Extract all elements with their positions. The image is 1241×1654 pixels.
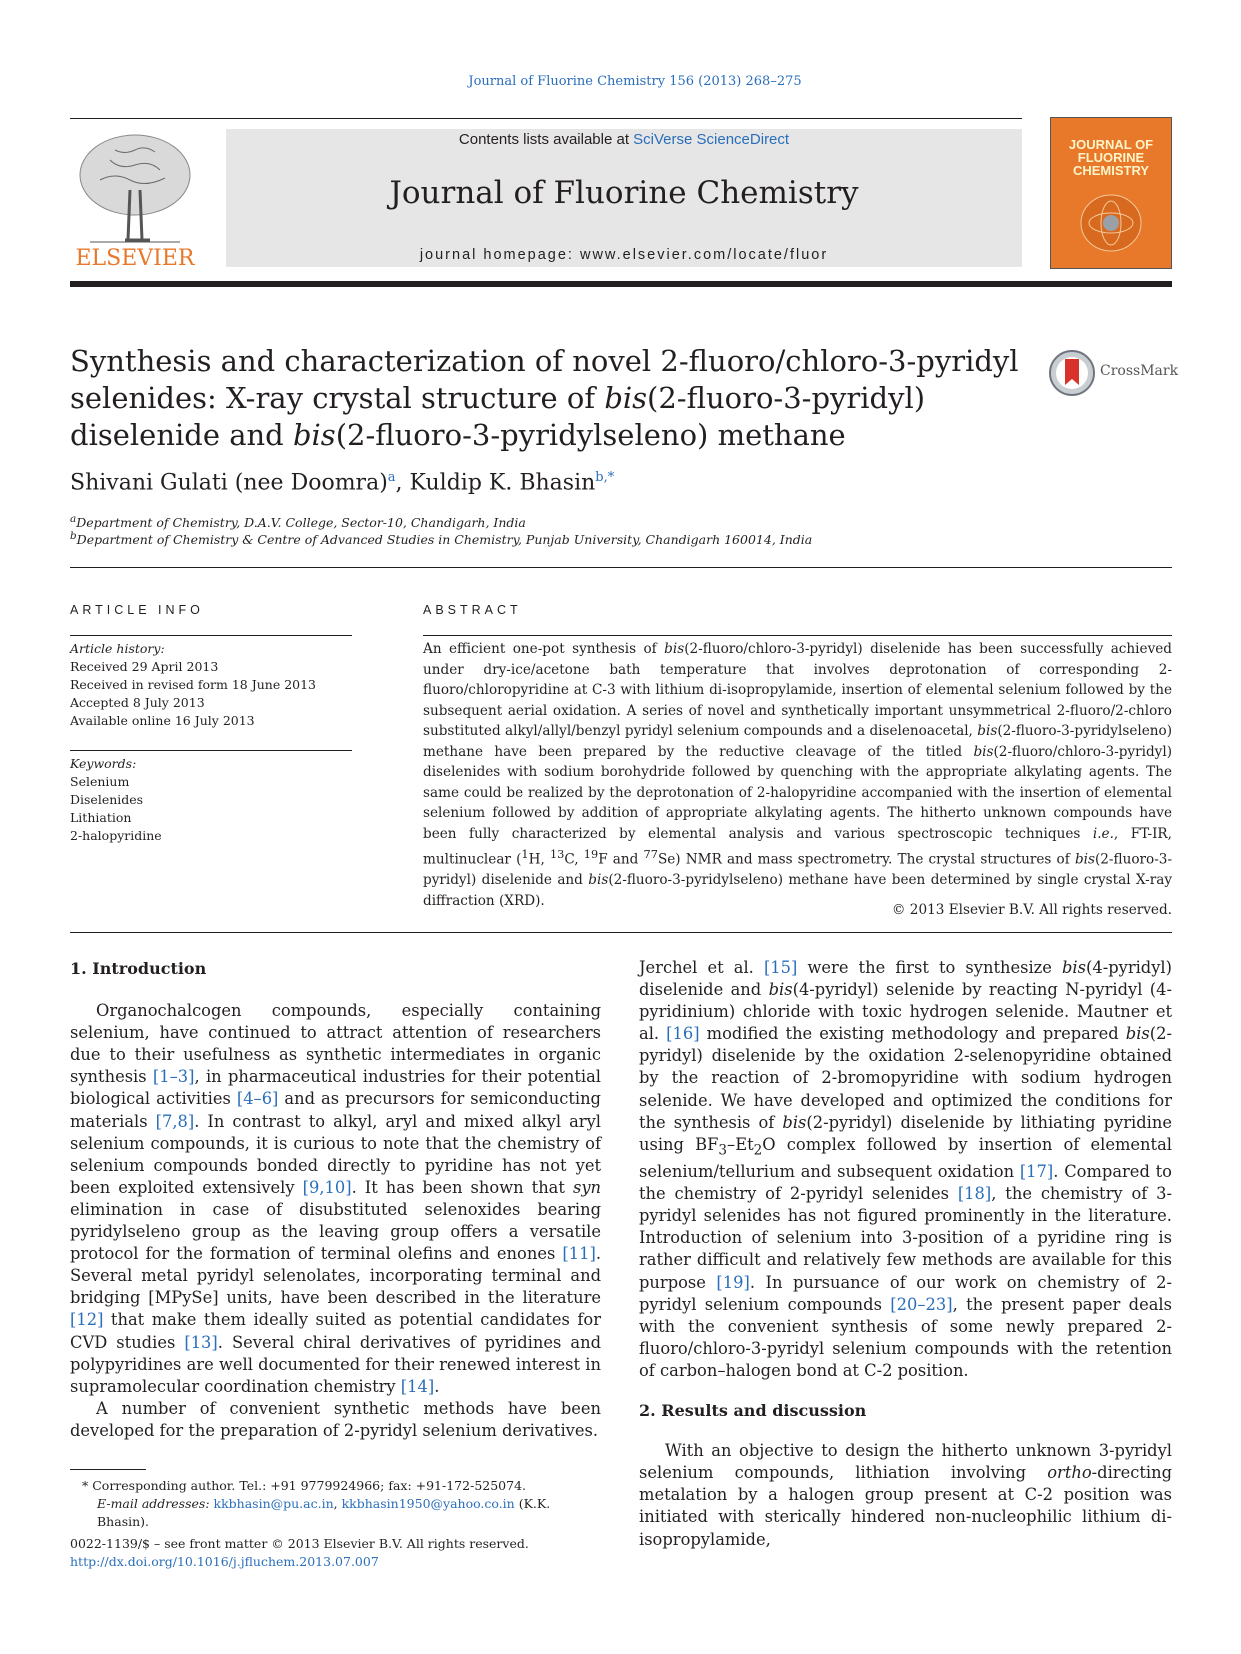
abstract-copyright: © 2013 Elsevier B.V. All rights reserved. bbox=[891, 902, 1172, 918]
paragraph: With an objective to design the hitherto unknown 3-pyridyl selenium compounds, lithiation involving ortho-directing metalation by a halogen group present at C-2 position was initiated with sterically hindered non-nucleophilic lithium di-isopropylamide, bbox=[639, 1441, 1172, 1549]
section-heading: 2. Results and discussion bbox=[639, 1401, 867, 1421]
atom-icon bbox=[1071, 188, 1151, 258]
body-column-right bbox=[639, 957, 1172, 1551]
divider bbox=[70, 567, 1172, 568]
svg-text:ELSEVIER: ELSEVIER bbox=[75, 246, 195, 270]
cover-title: JOURNAL OF FLUORINE CHEMISTRY bbox=[1068, 137, 1154, 178]
article-history: Article history: Received 29 April 2013 Received in revised form 18 June 2013 Accepted 8 July 2013 Available online 16 July 2013 bbox=[70, 641, 317, 728]
paragraph: Jerchel et al. [15] were the first to synthesize bis(4-pyridyl) diselenide and bis(4-pyridyl) selenide by reacting N-pyridyl (4-pyridinium) chloride with toxic hydrogen selenide. Mautner et al. [16] modified the existing methodology and prepared bis(2-pyridyl) diselenide by the oxidation 2-selenopyridine obtained by the reaction of 2-bromopyridine with sodium hydrogen selenide. We have developed and optimized the conditions for the synthesis of bis(2-pyridyl) diselenide by lithiating pyridine using $BF_3-Et_2O$ complex followed by insertion of elemental selenium/tellurium and subsequent oxidation [17]. Compared to the chemistry of 2-pyridyl selenides [18], the chemistry of 3-pyridyl selenides has not figured prominently in the literature. Introduction of selenium into 3-position of a pyridine ring is rather difficult and relatively few methods are available for this purpose [19]. In pursuance of our work on chemistry of 2-pyridyl selenium compounds [20–23], the present paper deals with the convenient synthesis of some newly prepared 2-fluoro/chloro-3-pyridyl selenium compounds with the retention of carbon–halogen bond at C-2 position. bbox=[639, 958, 1172, 1380]
affiliation-marker[interactable]: b,* bbox=[595, 470, 615, 485]
header-thick-rule bbox=[70, 281, 1172, 287]
keyword: Selenium bbox=[70, 774, 130, 789]
abstract-heading: ABSTRACT bbox=[423, 603, 522, 617]
paragraph: Organochalcogen compounds, especially containing selenium, have continued to attract attention of researchers due to their usefulness as synthetic intermediates in organic synthesis [1–3], in pharmaceutical industries for their potential biological activities [4–6] and as precursors for semiconducting materials [7,8]. In contrast to alkyl, aryl and mixed alkyl aryl selenium compounds, it is curious to note that the chemistry of selenium compounds bonded directly to pyridine has not yet been exploited extensively [9,10]. It has been shown that syn elimination in case of disubstituted selenoxides bearing pyridylseleno group as the leaving group offers a versatile protocol for the formation of terminal olefins and enones [11]. Several metal pyridyl selenolates, incorporating terminal and bridging [MPySe] units, have been described in the literature [12] that make them ideally suited as potential candidates for CVD studies [13]. Several chiral derivatives of pyridines and polypyridines are well documented for their renewed interest in supramolecular coordination chemistry [14]. bbox=[70, 1001, 602, 1396]
crossmark-icon bbox=[1048, 349, 1096, 397]
divider bbox=[423, 635, 1172, 636]
journal-reference[interactable]: Journal of Fluorine Chemistry 156 (2013) 268–275 bbox=[468, 74, 802, 89]
author-name[interactable]: Shivani Gulati (nee Doomra) bbox=[70, 470, 388, 496]
email-link[interactable]: kkbhasin@pu.ac.in bbox=[213, 1496, 334, 1511]
crossmark-badge[interactable] bbox=[1048, 349, 1179, 397]
keyword: Lithiation bbox=[70, 810, 132, 825]
divider bbox=[70, 932, 1172, 933]
article-info-heading: ARTICLE INFO bbox=[70, 603, 204, 617]
body-column-left bbox=[70, 958, 601, 1442]
homepage-url[interactable]: www.elsevier.com/locate/fluor bbox=[579, 247, 829, 263]
corresponding-author-footnote: * Corresponding author. Tel.: +91 9779924966; fax: +91-172-525074. E-mail addresses: kkbhasin@pu.ac.in, kkbhasin1950@yahoo.co.in (K.K. Bhasin). bbox=[82, 1478, 551, 1529]
author-list: Shivani Gulati (nee Doomra)$^a$, Kuldip K. Bhasin$^{b,*}$ bbox=[70, 470, 615, 496]
header-rule bbox=[70, 118, 1022, 119]
sciencedirect-link[interactable]: SciVerse ScienceDirect bbox=[633, 131, 790, 148]
affiliation-marker[interactable]: a bbox=[387, 470, 396, 485]
abstract-text: An efficient one-pot synthesis of bis(2-fluoro/chloro-3-pyridyl) diselenide has been successfully achieved under dry-ice/acetone bath temperature that involves deprotonation of corresponding 2-fluoro/chloropyridine at C-3 with lithium di-isopropylamide, insertion of elemental selenium followed by the subsequent aerial oxidation. A series of novel and synthetically important unsymmetrical 2-fluoro/2-chloro substituted alkyl/allyl/benzyl pyridyl selenium compounds and a diselenoacetal, bis(2-fluoro-3-pyridylseleno) methane have been prepared by the reductive cleavage of the titled bis(2-fluoro/chloro-3-pyridyl) diselenides with sodium borohydride followed by quenching with the appropriate alkylating agents. The same could be realized by the deprotonation of 2-halopyridine accompanied with the insertion of elemental selenium followed by addition of appropriate alkylating agents. The hitherto unknown compounds have been fully characterized by elemental analysis and various spectroscopic techniques i.e., FT-IR, multinuclear ($^1$H, $^{13}$C, $^{19}$F and $^{77}$Se) NMR and mass spectrometry. The crystal structures of bis(2-fluoro-3-pyridyl) diselenide and bis(2-fluoro-3-pyridylseleno) methane have been determined by single crystal X-ray diffraction (XRD). bbox=[423, 641, 1173, 909]
affiliation-b: $^b$Department of Chemistry & Centre of Advanced Studies in Chemistry, Punjab University, Chandigarh 160014, India bbox=[70, 530, 813, 548]
journal-title: Journal of Fluorine Chemistry bbox=[389, 175, 859, 211]
journal-cover-image[interactable] bbox=[1050, 117, 1172, 269]
crossmark-label: CrossMark bbox=[1100, 363, 1179, 379]
paragraph: A number of convenient synthetic methods have been developed for the preparation of 2-pyridyl selenium derivatives. bbox=[70, 1398, 601, 1440]
footnote-rule bbox=[70, 1469, 146, 1470]
elsevier-tree-icon bbox=[70, 130, 200, 270]
keyword: Diselenides bbox=[70, 792, 144, 807]
keywords: Keywords: Selenium Diselenides Lithiation 2-halopyridine bbox=[70, 755, 352, 845]
elsevier-logo[interactable] bbox=[70, 130, 200, 270]
journal-banner bbox=[226, 129, 1022, 267]
journal-homepage: journal homepage: www.elsevier.com/locate/fluor bbox=[419, 247, 829, 263]
divider bbox=[70, 750, 352, 751]
divider bbox=[70, 635, 352, 636]
section-heading: 1. Introduction bbox=[70, 959, 207, 978]
article-title: Synthesis and characterization of novel 2-fluoro/chloro-3-pyridyl selenides: X-ray crystal structure of bis(2-fluoro-3-pyridyl) diselenide and bis(2-fluoro-3-pyridylseleno) methane bbox=[70, 344, 1019, 452]
contents-line: Contents lists available at SciVerse ScienceDirect bbox=[458, 131, 790, 148]
keyword: 2-halopyridine bbox=[70, 828, 162, 843]
author-name[interactable]: Kuldip K. Bhasin bbox=[409, 470, 596, 496]
email-link[interactable]: kkbhasin1950@yahoo.co.in bbox=[341, 1496, 515, 1511]
doi-link[interactable]: http://dx.doi.org/10.1016/j.jfluchem.2013.07.007 bbox=[70, 1554, 379, 1569]
issn-line: 0022-1139/$ – see front matter © 2013 Elsevier B.V. All rights reserved. http://dx.doi.org/10.1016/j.jfluchem.2013.07.007 bbox=[70, 1535, 670, 1571]
affiliation-a: $^a$Department of Chemistry, D.A.V. College, Sector-10, Chandigarh, India bbox=[70, 513, 526, 531]
